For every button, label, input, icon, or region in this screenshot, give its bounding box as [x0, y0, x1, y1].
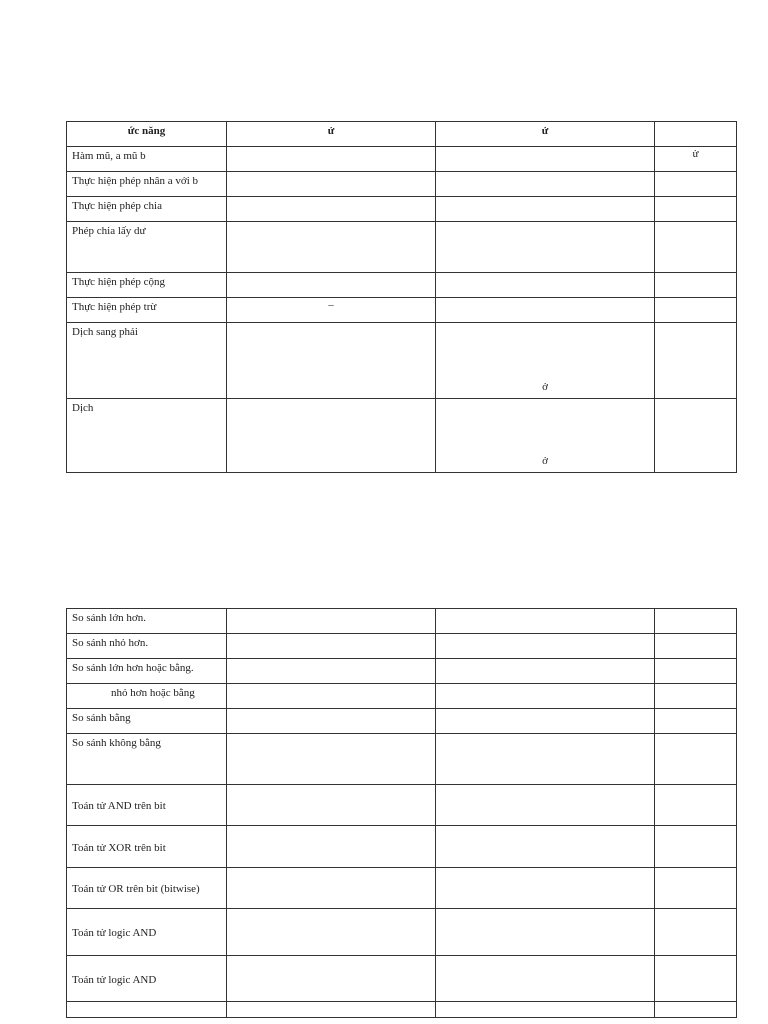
function-cell: Phép chia lấy dư: [67, 222, 227, 273]
function-cell: So sánh nhỏ hơn.: [67, 634, 227, 659]
function-cell: Thực hiện phép cộng: [67, 273, 227, 298]
table-row: [67, 734, 737, 785]
cell: [436, 147, 655, 172]
cell: ở: [436, 399, 655, 473]
table-row: [67, 399, 737, 473]
cell: [227, 709, 436, 734]
cell: [436, 826, 655, 868]
cell: [655, 634, 737, 659]
cell: [436, 172, 655, 197]
header-col-2: ử: [227, 122, 436, 147]
cell: [436, 684, 655, 709]
table-row: [67, 785, 737, 826]
cell: [227, 609, 436, 634]
cell: [436, 197, 655, 222]
header-col-3: ử: [436, 122, 655, 147]
function-cell: Toán tử OR trên bit (bitwise): [67, 868, 227, 909]
operators-table-2: [66, 608, 737, 1018]
cell: [436, 273, 655, 298]
cell: ử: [655, 147, 737, 172]
table-row: [67, 609, 737, 634]
cell: [227, 323, 436, 399]
cell: [655, 399, 737, 473]
cell: [227, 273, 436, 298]
table-row: [67, 909, 737, 956]
function-cell: So sánh lớn hơn hoặc bằng.: [67, 659, 227, 684]
cell: [227, 785, 436, 826]
cell: [436, 298, 655, 323]
cell: [655, 659, 737, 684]
cell: [436, 956, 655, 1002]
cell: [227, 909, 436, 956]
cell: [436, 709, 655, 734]
table-row: [67, 634, 737, 659]
cell: [655, 734, 737, 785]
cell: [655, 868, 737, 909]
table-row: [67, 147, 737, 172]
cell: [655, 273, 737, 298]
function-cell: nhỏ hơn hoặc bằng: [67, 684, 227, 709]
operators-table-1: [66, 121, 737, 473]
table-row: [67, 273, 737, 298]
cell: [655, 172, 737, 197]
function-cell: So sánh lớn hơn.: [67, 609, 227, 634]
table-row: [67, 323, 737, 399]
function-cell: Thực hiện phép chia: [67, 197, 227, 222]
table-row: [67, 298, 737, 323]
cell: [436, 868, 655, 909]
cell: [436, 785, 655, 826]
cell: [655, 709, 737, 734]
cell: [227, 826, 436, 868]
table-row: [67, 222, 737, 273]
function-cell: So sánh bằng: [67, 709, 227, 734]
header-col-4: [655, 122, 737, 147]
table-row: [67, 868, 737, 909]
table-row: [67, 197, 737, 222]
cell: [655, 684, 737, 709]
cell: [655, 956, 737, 1002]
function-cell: Thực hiện phép trừ: [67, 298, 227, 323]
table-row: [67, 659, 737, 684]
cell: [227, 1002, 436, 1018]
cell: [227, 399, 436, 473]
cell: [436, 222, 655, 273]
cell: [227, 197, 436, 222]
cell: [655, 298, 737, 323]
cell: [227, 684, 436, 709]
header-row: [67, 122, 737, 147]
function-cell: Toán tử logic AND: [67, 956, 227, 1002]
cell: [227, 956, 436, 1002]
cell: [655, 222, 737, 273]
function-cell: Dịch sang phải: [67, 323, 227, 399]
table-row: [67, 172, 737, 197]
function-cell: Toán tử XOR trên bit: [67, 826, 227, 868]
cell: [655, 323, 737, 399]
cell: [655, 909, 737, 956]
cell: [436, 634, 655, 659]
table-row: [67, 709, 737, 734]
cell: [436, 659, 655, 684]
function-cell: Dịch: [67, 399, 227, 473]
table-row: [67, 684, 737, 709]
cell: [655, 785, 737, 826]
cell: [436, 1002, 655, 1018]
cell: [436, 609, 655, 634]
cell: [227, 147, 436, 172]
cell: [227, 172, 436, 197]
cell: [436, 909, 655, 956]
cell: –: [227, 298, 436, 323]
cell: [227, 868, 436, 909]
cell: [655, 826, 737, 868]
cell: [227, 634, 436, 659]
function-cell: Toán tử logic AND: [67, 909, 227, 956]
function-cell: Toán tử AND trên bit: [67, 785, 227, 826]
cell: [227, 659, 436, 684]
cell: [227, 222, 436, 273]
function-cell: Hàm mũ, a mũ b: [67, 147, 227, 172]
cell: [655, 609, 737, 634]
table-row: [67, 956, 737, 1002]
cell: [655, 1002, 737, 1018]
cell: [436, 734, 655, 785]
cell: ở: [436, 323, 655, 399]
header-function: ức năng: [67, 122, 227, 147]
table-row: [67, 1002, 737, 1018]
function-cell: [67, 1002, 227, 1018]
cell: [227, 734, 436, 785]
function-cell: Thực hiện phép nhân a với b: [67, 172, 227, 197]
table-row: [67, 826, 737, 868]
cell: [655, 197, 737, 222]
function-cell: So sánh không bằng: [67, 734, 227, 785]
